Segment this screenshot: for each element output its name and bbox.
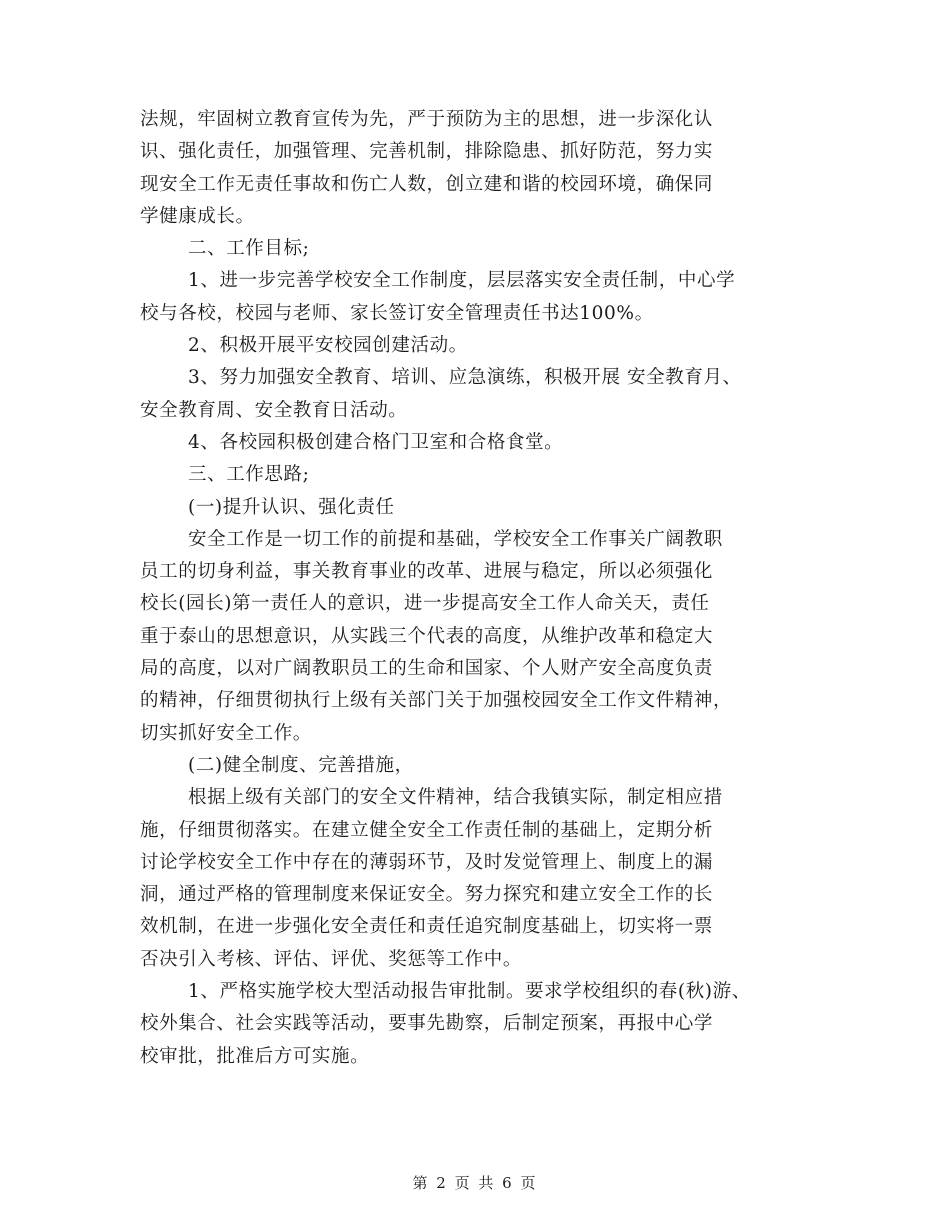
text-line: 的精神，仔细贯彻执行上级有关部门关于加强校园安全工作文件精神， xyxy=(140,690,733,712)
text-line: 识、强化责任，加强管理、完善机制，排除隐患、抓好防范，努力实 xyxy=(140,141,714,163)
text-line: 效机制，在进一步强化安全责任和责任追究制度基础上，切实将一票 xyxy=(140,916,714,938)
text-line: 学健康成长。 xyxy=(140,205,255,227)
text-line: 安全工作是一切工作的前提和基础，学校安全工作事关广阔教职 xyxy=(188,528,723,550)
text-line: 3、努力加强安全教育、培训、应急演练，积极开展 安全教育月、 xyxy=(188,367,742,389)
text-line: 施，仔细贯彻落实。在建立健全安全工作责任制的基础上，定期分析 xyxy=(140,819,714,841)
text-line: 现安全工作无责任事故和伤亡人数，创立建和谐的校园环境，确保同 xyxy=(140,173,714,195)
text-line: 重于泰山的思想意识，从实践三个代表的高度，从维护改革和稳定大 xyxy=(140,625,714,647)
text-line: (一)提升认识、强化责任 xyxy=(188,496,395,518)
text-line: 2、积极开展平安校园创建活动。 xyxy=(188,335,468,357)
text-line: 局的高度，以对广阔教职员工的生命和国家、个人财产安全高度负责 xyxy=(140,658,714,680)
text-line: 员工的切身利益，事关教育事业的改革、进展与稳定，所以必须强化 xyxy=(140,561,714,583)
page-number-footer: 第 2 页 共 6 页 xyxy=(412,1174,538,1192)
text-line: 根据上级有关部门的安全文件精神，结合我镇实际，制定相应措 xyxy=(188,787,723,809)
text-line: (二)健全制度、完善措施， xyxy=(188,754,414,776)
text-line: 校审批，批准后方可实施。 xyxy=(140,1045,370,1067)
text-line: 法规，牢固树立教育宣传为先，严于预防为主的思想，进一步深化认 xyxy=(140,109,714,130)
text-line: 二、工作目标; xyxy=(188,238,310,260)
text-line: 校与各校，校园与老师、家长签订安全管理责任书达100%。 xyxy=(140,302,654,324)
text-line: 讨论学校安全工作中存在的薄弱环节，及时发觉管理上、制度上的漏 xyxy=(140,851,714,873)
text-line: 安全教育周、安全教育日活动。 xyxy=(140,399,408,421)
text-line: 1、进一步完善学校安全工作制度，层层落实安全责任制，中心学 xyxy=(188,270,736,292)
text-line: 否决引入考核、评估、评优、奖惩等工作中。 xyxy=(140,948,523,970)
text-line: 1、严格实施学校大型活动报告审批制。要求学校组织的春(秋)游、 xyxy=(188,981,751,1003)
text-line: 校长(园长)第一责任人的意识，进一步提高安全工作人命关天，责任 xyxy=(140,593,710,615)
text-line: 4、各校园积极创建合格门卫室和合格食堂。 xyxy=(188,431,564,453)
text-line: 洞，通过严格的管理制度来保证安全。努力探究和建立安全工作的长 xyxy=(140,884,714,906)
document-body xyxy=(140,104,820,1073)
text-line: 校外集合、社会实践等活动，要事先勘察，后制定预案，再报中心学 xyxy=(140,1013,714,1035)
text-line: 三、工作思路; xyxy=(188,464,310,486)
text-line: 切实抓好安全工作。 xyxy=(140,722,312,744)
